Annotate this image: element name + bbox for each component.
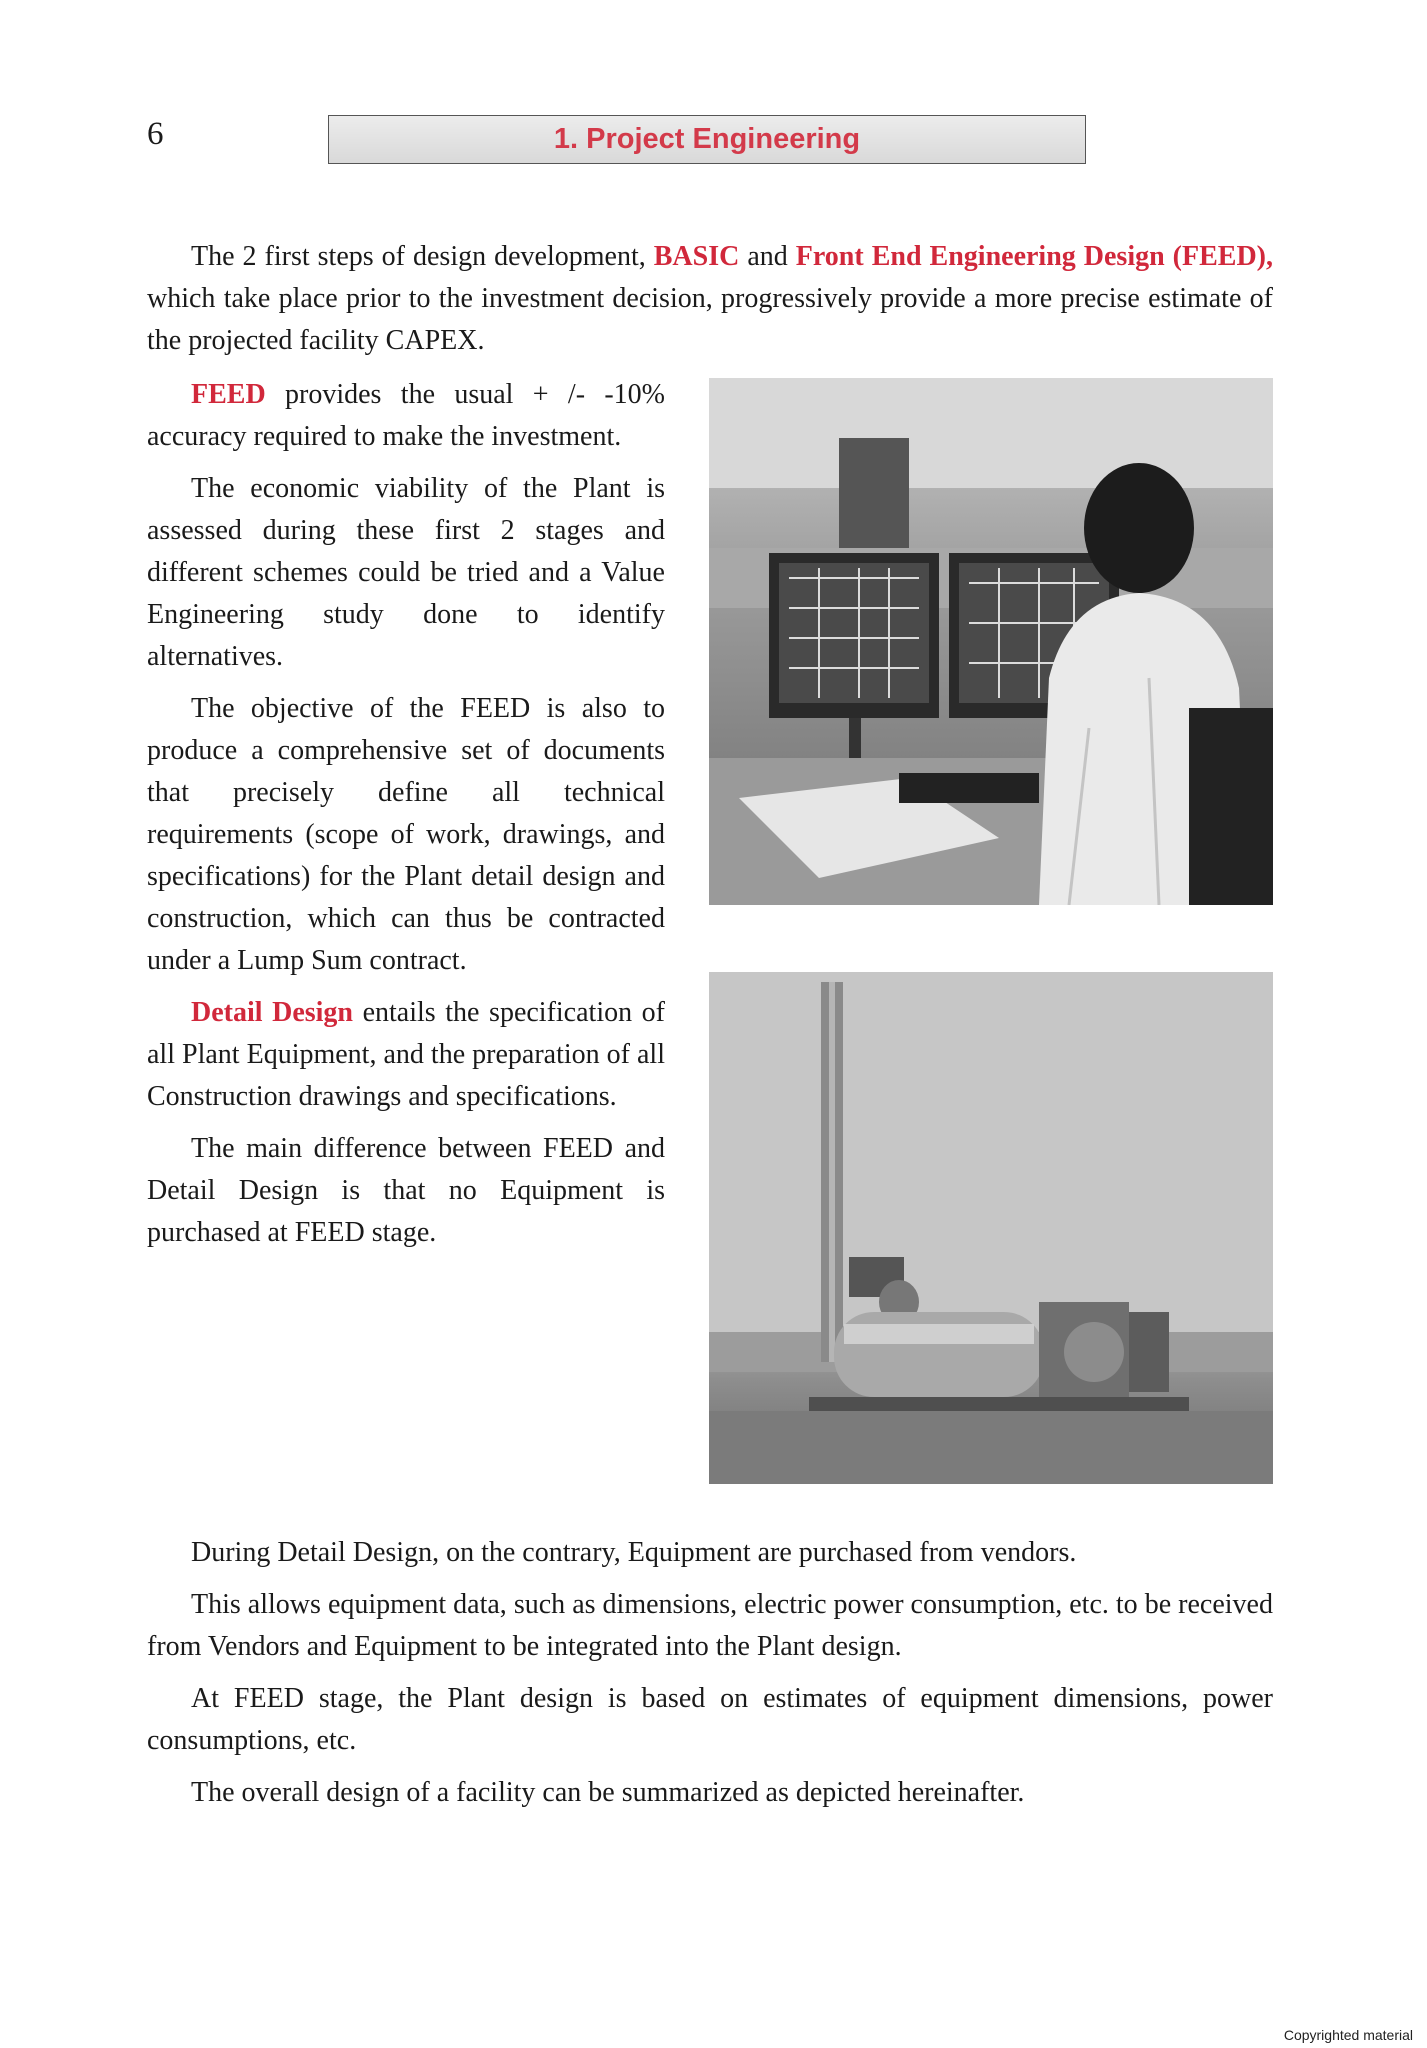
bottom-paragraphs <box>147 1532 1273 1824</box>
detail-design-paragraph: Detail Design entails the specification of all Plant Equipment, and the preparation of all Construction drawings and specifications. <box>147 997 665 1112</box>
plant-photo <box>709 972 1273 1484</box>
plant-photo-illustration <box>709 972 1273 1484</box>
office-photo-illustration <box>709 378 1273 905</box>
basic-highlight: BASIC <box>653 241 740 272</box>
feed-term: FEED <box>191 379 266 410</box>
vendor-data-paragraph: This allows equipment data, such as dimensions, electric power consumption, etc. to be received from Vendors and Equipment to be integrated into the Plant design. <box>147 1589 1273 1662</box>
feed-accuracy-paragraph: FEED provides the usual + /- -10% accuracy required to make the investment. <box>147 379 665 452</box>
page-number: 6 <box>147 116 164 152</box>
intro-text: The 2 first steps of design development, BASIC and Front End Engineering Design (FEED), which take place prior to the investment decision, progressively provide a more precise estimate of the projected facility CAPEX. <box>147 241 1274 356</box>
office-photo <box>709 378 1273 905</box>
difference-paragraph: The main difference between FEED and Detail Design is that no Equipment is purchased at FEED stage. <box>147 1133 665 1248</box>
section-header <box>328 115 1086 164</box>
section-title: 1. Project Engineering <box>553 123 861 155</box>
copyright-notice: Copyrighted material <box>1283 2027 1413 2043</box>
intro-paragraph <box>147 236 1273 372</box>
feed-estimates-paragraph: At FEED stage, the Plant design is based on estimates of equipment dimensions, power consumptions, etc. <box>147 1683 1273 1756</box>
left-column <box>147 374 665 1264</box>
feed-highlight: Front End Engineering Design (FEED), <box>795 241 1274 272</box>
detail-design-term: Detail Design <box>191 997 354 1028</box>
summary-paragraph: The overall design of a facility can be summarized as depicted hereinafter. <box>191 1777 1025 1808</box>
viability-paragraph: The economic viability of the Plant is assessed during these first 2 stages and different schemes could be tried and a Value Engineering study done to identify alternatives. <box>147 473 665 672</box>
detail-design-purchase-paragraph: During Detail Design, on the contrary, Equipment are purchased from vendors. <box>191 1537 1077 1568</box>
objective-paragraph: The objective of the FEED is also to produce a comprehensive set of documents that precisely define all technical requirements (scope of work, drawings, and specifications) for the Plant detail design and construction, which can thus be contracted under a Lump Sum contract. <box>147 693 665 976</box>
